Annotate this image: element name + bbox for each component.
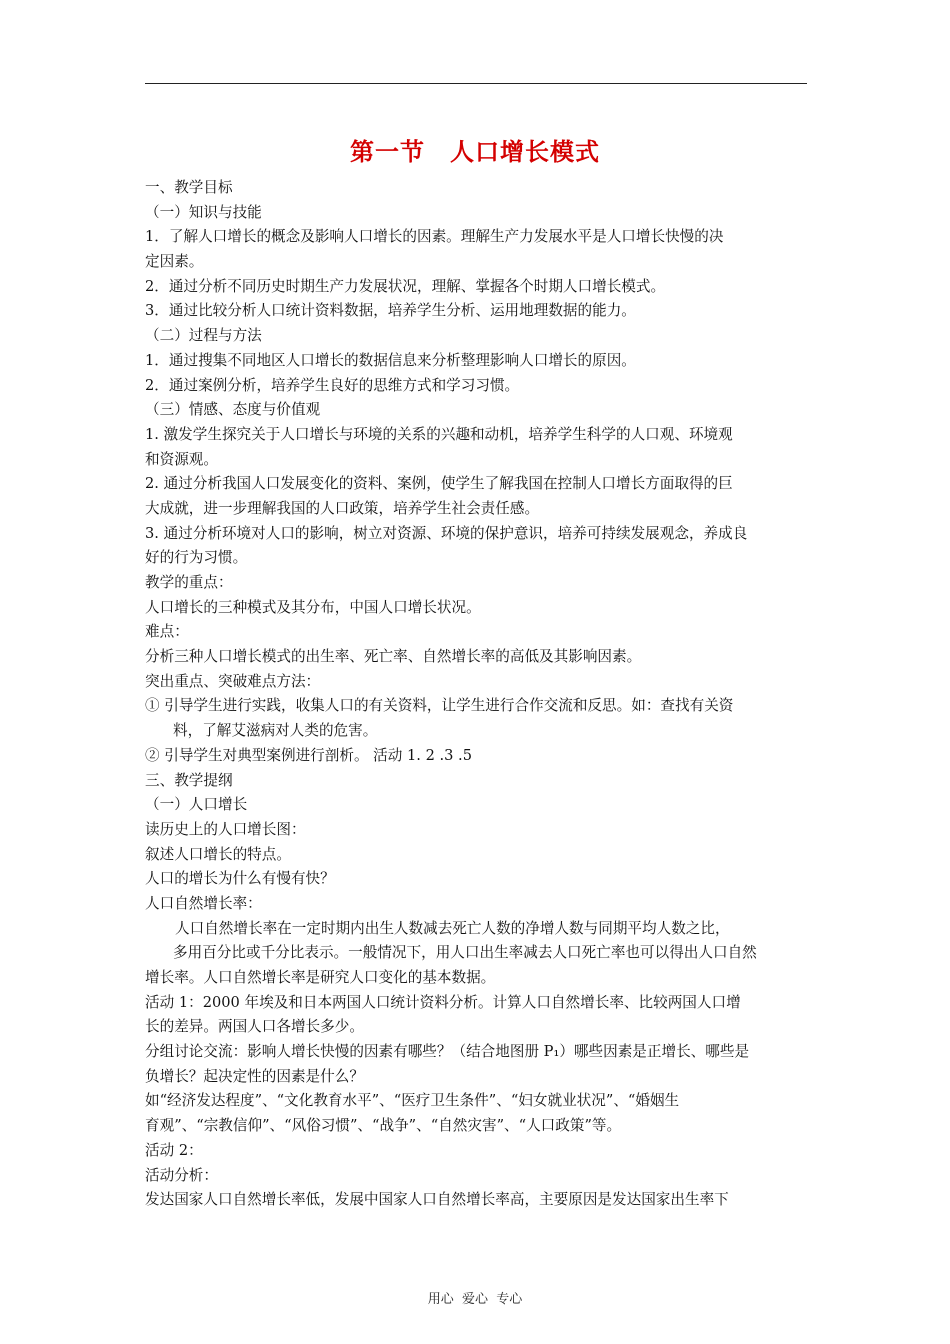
text-line: 增长率。人口自然增长率是研究人口变化的基本数据。 <box>145 969 496 986</box>
body-text <box>145 176 807 1213</box>
text-line: 发达国家人口自然增长率低，发展中国家人口自然增长率高，主要原因是发达国家出生率下 <box>145 1191 729 1209</box>
text-line: 活动分析： <box>145 1166 218 1184</box>
text-line: 人口增长的三种模式及其分布，中国人口增长状况。 <box>145 598 481 616</box>
page-title: 第一节 人口增长模式 <box>350 138 600 166</box>
text-line: 1．通过搜集不同地区人口增长的数据信息来分析整理影响人口增长的原因。 <box>145 351 636 369</box>
text-line: 活动 1：2000 年埃及和日本两国人口统计资料分析。计算人口自然增长率、比较两国人口增 <box>145 993 741 1011</box>
text-line: 叙述人口增长的特点。 <box>145 845 291 863</box>
text-line: 1. 激发学生探究关于人口增长与环境的关系的兴趣和动机，培养学生科学的人口观、环境观 <box>145 425 733 443</box>
text-line: （二）过程与方法 <box>145 327 262 345</box>
text-line: 多用百分比或千分比表示。一般情况下，用人口出生率减去人口死亡率也可以得出人口自然 <box>173 944 757 962</box>
text-line: 负增长？起决定性的因素是什么？ <box>145 1067 364 1085</box>
text-line: （一）人口增长 <box>145 796 248 814</box>
text-line: 2．通过案例分析，培养学生良好的思维方式和学习习惯。 <box>145 376 520 394</box>
text-line: 教学的重点： <box>145 574 233 591</box>
text-line: 3. 通过分析环境对人口的影响，树立对资源、环境的保护意识，培养可持续发展观念，养成良 <box>145 524 748 542</box>
text-line: 人口的增长为什么有慢有快？ <box>145 870 335 888</box>
text-line: 分析三种人口增长模式的出生率、死亡率、自然增长率的高低及其影响因素。 <box>145 648 642 666</box>
text-line: 读历史上的人口增长图： <box>145 820 306 838</box>
text-line: 人口自然增长率： <box>145 894 262 912</box>
text-line: 一、教学目标 <box>145 179 233 196</box>
text-line: 料，了解艾滋病对人类的危害。 <box>173 722 378 740</box>
text-line: 育观”、“宗教信仰”、“风俗习惯”、“战争”、“自然灾害”、“人口政策”等。 <box>145 1117 622 1135</box>
text-line: （一）知识与技能 <box>145 203 262 221</box>
header-rule <box>145 83 807 84</box>
text-line: 大成就，进一步理解我国的人口政策，培养学生社会责任感。 <box>145 499 540 517</box>
text-line: 人口自然增长率在一定时期内出生人数减去死亡人数的净增人数与同期平均人数之比， <box>175 919 730 937</box>
text-line: 3．通过比较分析人口统计资料数据，培养学生分析、运用地理数据的能力。 <box>145 302 636 320</box>
text-line: 长的差异。两国人口各增长多少。 <box>145 1018 364 1036</box>
text-line: 2. 通过分析我国人口发展变化的资料、案例，使学生了解我国在控制人口增长方面取得的巨 <box>145 475 733 493</box>
text-line: （三）情感、态度与价值观 <box>145 401 321 419</box>
text-line: 1．了解人口增长的概念及影响人口增长的因素。理解生产力发展水平是人口增长快慢的决 <box>145 228 724 246</box>
text-line: 好的行为习惯。 <box>145 549 248 567</box>
text-line: ② 引导学生对典型案例进行剖析。 活动 1. 2 .3 .5 <box>145 746 472 764</box>
text-line: 2．通过分析不同历史时期生产力发展状况，理解、掌握各个时期人口增长模式。 <box>145 277 666 295</box>
text-line: 三、教学提纲 <box>145 771 233 789</box>
text-line: 定因素。 <box>145 253 204 271</box>
text-line: 活动 2： <box>145 1141 203 1159</box>
page-footer: 用心 爱心 专心 <box>427 1292 523 1307</box>
text-line: 分组讨论交流：影响人增长快慢的因素有哪些？（结合地图册 P₁）哪些因素是正增长、哪些是 <box>145 1043 750 1061</box>
text-line: 难点： <box>145 623 189 641</box>
text-line: 和资源观。 <box>145 450 218 468</box>
text-line: 如“经济发达程度”、“文化教育水平”、“医疗卫生条件”、“妇女就业状况”、“婚姻生 <box>145 1092 680 1110</box>
text-line: ① 引导学生进行实践，收集人口的有关资料，让学生进行合作交流和反思。如：查找有关资 <box>145 697 734 715</box>
text-line: 突出重点、突破难点方法： <box>145 672 321 690</box>
